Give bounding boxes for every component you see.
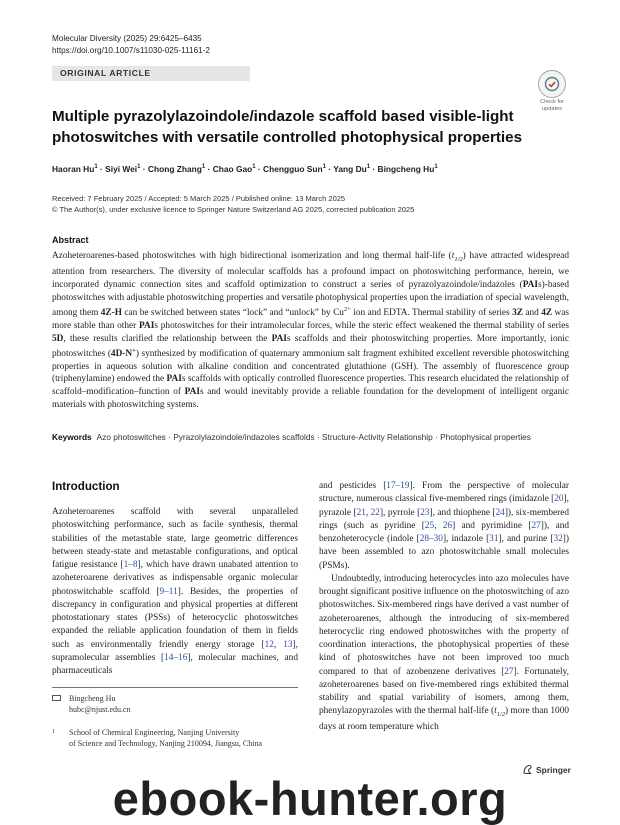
intro-segment: Azoheteroarenes scaffold with several unparalleled photoswitching performance, such as facile synthesis, thermal stabilities of the metastable state, large geometric differences between steady-state and metastable configurations, and optical fatigue resistance [: [52, 507, 298, 570]
abstract-segment: PAI: [184, 386, 200, 397]
article-type-banner: ORIGINAL ARTICLE: [52, 66, 250, 81]
abstract-segment: ) have attracted widespread attention from researchers. The diversity of molecular scaffolds has a profound impact on photoswitching performance, herein, we incorporated dynamic connection sites and scaffold optimization to construct a series of pyrazolyazoindole/indazoles (: [52, 251, 569, 291]
abstract-segment: +: [132, 347, 136, 355]
abstract-segment: 3Z: [512, 308, 523, 319]
citation-link[interactable]: 1–8: [123, 560, 138, 570]
citation-link[interactable]: 27: [531, 520, 541, 531]
abstract-segment: and: [522, 308, 542, 319]
citation-link[interactable]: 25: [424, 520, 435, 531]
corresponding-author: [52, 693, 298, 715]
intro-segment: ]), and benzoheterocycle (indole [: [319, 520, 570, 544]
keywords-heading: Keywords: [52, 432, 92, 442]
abstract-heading: Abstract: [52, 235, 89, 245]
author-affiliation-mark: 1: [434, 164, 438, 171]
author-name[interactable]: Chengguo Sun: [263, 164, 323, 174]
intro-segment: ], pyrrole [: [379, 507, 421, 518]
keywords: [52, 431, 569, 443]
intro-segment: ) more than 1000 days at room temperature which: [319, 706, 569, 733]
author-separator: ·: [370, 164, 378, 174]
intro-segment: ]. Fortunately, azoheteroarenes based on five-membered rings exhibited thermal stability and spatial variability of isomers, among them, phenylazopyrazoles with the thermal half-life (: [319, 666, 570, 717]
intro-segment: and pesticides [: [319, 481, 387, 491]
intro-segment: ] and pyrimidine [: [452, 520, 532, 531]
author-name[interactable]: Chong Zhang: [147, 164, 202, 174]
abstract-segment: s photoswitches for their intramolecular forces, while the steric effect weakened the thermal stability of series: [154, 320, 569, 331]
author-separator: ·: [325, 164, 334, 174]
keyword-separator: ·: [314, 432, 323, 442]
intro-segment: ,: [434, 520, 443, 531]
author-affiliation-mark: 1: [366, 164, 371, 171]
copyright-line: © The Author(s), under exclusive licence to Springer Nature Switzerland AG 2025, corrected publication 2025: [52, 205, 415, 214]
abstract-segment: Azoheteroarenes-based photoswitches with high bidirectional isomerization and long thermal half-life (: [52, 251, 452, 261]
abstract-text: [52, 250, 569, 411]
abstract-segment: 1/2: [454, 255, 463, 263]
abstract-segment: PAI: [271, 333, 287, 344]
abstract-segment: 5D: [52, 333, 64, 344]
intro-segment: ]. Besides, the properties of discrepancy in configuration and physical properties at different photostationary states (PSSs) of heterocyclic photoswitches expanded the reliable application foundation of them in fields such as environmentally friendly energy storage [: [52, 586, 298, 650]
intro-right-column: [319, 480, 569, 735]
intro-segment: ,: [273, 639, 284, 650]
citation-link[interactable]: 22: [370, 507, 380, 518]
intro-segment: Undoubtedly, introducing heterocycles into azo molecules have brought significant positive influence on the photoswitching of azo photoswitches. Six-membered rings have derived a vast number of azoheteroarenes, although the introducing of six-membered heterocyclic ring endowed photoswitches with the property of coordination interactions, the photophysical properties of these kind of photoswitches have not been improved too much compared to that of azobenzene derivatives [: [319, 573, 569, 677]
introduction-heading: Introduction: [52, 480, 120, 493]
keyword-separator: ·: [432, 432, 441, 442]
abstract-segment: s)-based photoswitches with adjustable photoswitching properties and versatile photophysical properties upon the irradiation of special wavelength, among them: [52, 280, 569, 319]
author-separator: ·: [205, 164, 213, 174]
abstract-segment: , these results clarified the relationship between the: [63, 333, 272, 344]
keyword-item: Photophysical properties: [440, 432, 531, 442]
intro-segment: ,: [365, 507, 371, 518]
intro-segment: t: [494, 706, 497, 717]
doi-link[interactable]: https://doi.org/10.1007/s11030-025-11161-2: [52, 46, 210, 55]
affiliation-line-1: School of Chemical Engineering, Nanjing University: [69, 728, 240, 737]
intro-left-column: [52, 480, 298, 678]
author-affiliation-mark: 1: [201, 164, 206, 171]
citation-link[interactable]: 21: [356, 507, 366, 518]
citation-link[interactable]: 20: [554, 494, 564, 505]
abstract-segment: t: [451, 251, 455, 261]
article-title: Multiple pyrazolylazoindole/indazole scaffold based visible-light photoswitches with versatile controlled photophysical properties: [52, 108, 523, 146]
journal-header: [52, 33, 210, 57]
abstract-segment: s scaffolds with optically controlled fluorescence properties. This research elucidated the relationship of scaffold–modification–function of: [52, 374, 569, 397]
citation-link[interactable]: 31: [489, 534, 499, 544]
intro-paragraph-2: [319, 480, 569, 573]
citation-link[interactable]: 14–16: [164, 652, 188, 663]
citation-link[interactable]: 32: [553, 534, 563, 544]
author-separator: ·: [255, 164, 264, 174]
check-updates-label: Check for: [540, 99, 564, 105]
citation-link[interactable]: 23: [420, 507, 430, 518]
author-name[interactable]: Yang Du: [333, 164, 367, 174]
intro-segment: ]) have been assembled to azo photoswitchable small molecules (PSMs).: [319, 534, 569, 571]
check-updates-icon: [538, 70, 566, 98]
citation-link[interactable]: 13: [283, 639, 293, 650]
intro-segment: ], and thiophene [: [429, 507, 496, 518]
author-affiliation-mark: 1: [94, 164, 98, 171]
citation-link[interactable]: 24: [495, 507, 505, 518]
citation-link[interactable]: 9–11: [159, 586, 178, 597]
keyword-item: Azo photoswitches: [96, 432, 166, 442]
keyword-separator: ·: [165, 432, 174, 442]
author-name[interactable]: Bingcheng Hu: [377, 164, 435, 174]
abstract-segment: 4Z: [541, 308, 553, 319]
intro-segment: ], supramolecular assemblies [: [52, 639, 298, 663]
citation-link[interactable]: 28–30: [419, 534, 443, 544]
keyword-item: Pyrazolylazoindole/indazoles scaffolds: [173, 432, 315, 442]
journal-citation: Molecular Diversity (2025) 29:6425–6435: [52, 34, 202, 43]
publication-dates: [52, 193, 572, 215]
author-separator: ·: [140, 164, 148, 174]
publisher-name: Springer: [536, 764, 571, 775]
citation-link[interactable]: 12: [264, 639, 274, 650]
keywords-list: [97, 432, 531, 442]
intro-segment: 1/2: [496, 711, 506, 719]
affiliation-line-2: of Science and Technology, Nanjing 210094, Jiangsu, China: [69, 738, 262, 748]
history-dates: Received: 7 February 2025 / Accepted: 5 March 2025 / Published online: 13 March 2025: [52, 194, 346, 203]
author-affiliation-mark: 1: [252, 164, 256, 171]
keyword-item: Structure-Activity Relationship: [322, 432, 433, 442]
abstract-segment: can be switched between states “lock” and “unlock” by Cu: [121, 308, 344, 319]
intro-segment: ]. From the perspective of molecular structure, numerous classical five-membered rings (imidazole [: [319, 481, 569, 505]
abstract-segment: ) synthesized by modification of quaternary ammonium salt fragment exhibited excellent reversible photoswitching properties in aqueous solution with alkaline condition and concentrated glutathione (GSH). The assembly of fluorescence group (triphenylamine) endowed the: [52, 349, 569, 385]
author-name[interactable]: Haoran Hu: [52, 164, 95, 174]
check-updates-label-2: updates: [542, 106, 562, 113]
footnote-divider: [52, 687, 298, 688]
abstract-segment: PAI: [522, 280, 539, 291]
author-affiliation-mark: 1: [137, 164, 141, 171]
intro-segment: ], pyrazole [: [319, 494, 569, 518]
abstract-segment: ion and EDTA. Thermal stability of series: [350, 308, 513, 319]
intro-segment: ], molecular machines, and pharmaceuticals: [52, 652, 298, 676]
citation-link[interactable]: 27: [504, 666, 514, 677]
corresponding-author-email[interactable]: hubc@njust.edu.cn: [69, 705, 131, 714]
citation-link[interactable]: 17–19: [386, 481, 410, 491]
intro-segment: ], which have drawn unabated attention to azoheteroarene derivatives as indispensable organic molecular photoswitchable scaffold [: [52, 560, 298, 597]
citation-link[interactable]: 26: [442, 520, 453, 531]
envelope-icon: [52, 695, 61, 701]
intro-segment: ]), six-membered rings (such as pyridine [: [319, 507, 569, 531]
abstract-segment: 4D-N: [110, 349, 133, 360]
abstract-segment: was more stable than other: [52, 308, 569, 331]
abstract-segment: PAI: [166, 374, 182, 385]
author-name[interactable]: Siyi Wei: [105, 164, 138, 174]
abstract-segment: 4Z-H: [100, 308, 122, 319]
author-separator: ·: [97, 164, 106, 174]
affiliation: [52, 728, 298, 749]
author-affiliation-mark: 1: [322, 164, 326, 171]
author-list: [52, 164, 572, 174]
intro-paragraph-1: [52, 506, 298, 678]
affiliation-number: 1: [52, 729, 55, 735]
intro-segment: ], and purine [: [498, 534, 554, 544]
abstract-segment: s and would inevitably provide a reliable foundation for the development of intelligent organic materials with photoswitching systems.: [52, 386, 569, 410]
intro-segment: ], indazole [: [442, 534, 490, 544]
abstract-segment: 2+: [343, 306, 351, 314]
abstract-segment: PAI: [139, 320, 155, 331]
author-name[interactable]: Chao Gao: [212, 164, 253, 174]
corresponding-author-name: Bingcheng Hu: [69, 694, 116, 703]
watermark: ebook-hunter.org: [112, 772, 508, 825]
intro-paragraph-3: [319, 573, 569, 735]
abstract-segment: s scaffolds and their photoswitching properties. More importantly, ionic photoswitches (: [52, 333, 570, 360]
